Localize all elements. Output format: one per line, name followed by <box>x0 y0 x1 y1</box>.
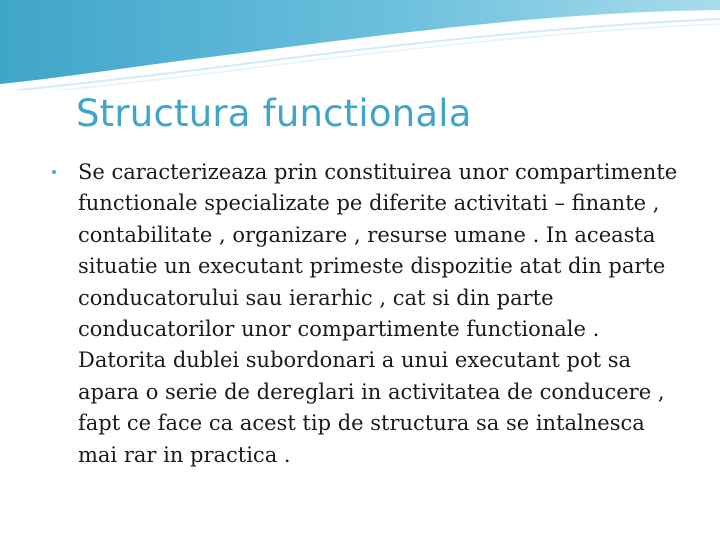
slide-title: Structura functionala <box>76 92 472 135</box>
bullet-dot-icon <box>52 170 56 174</box>
bullet-item <box>42 157 682 471</box>
header-wave-decoration <box>0 0 720 90</box>
bullet-text: Se caracterizeaza prin constituirea unor compartimente functionale specializate pe diferite activitati – finante , contabilitate , organizare , resurse umane . In aceasta situatie un executant primeste dispozitie atat din parte conducatorului sau ierarhic , cat si din parte conducatorilor unor compartimente functionale . Datorita dublei subordonari a unui executant pot sa apara o serie de dereglari in activitatea de conducere , fapt ce face ca acest tip de structura sa se intalnesca mai rar in practica . <box>78 160 678 467</box>
bullet-list <box>42 157 682 471</box>
